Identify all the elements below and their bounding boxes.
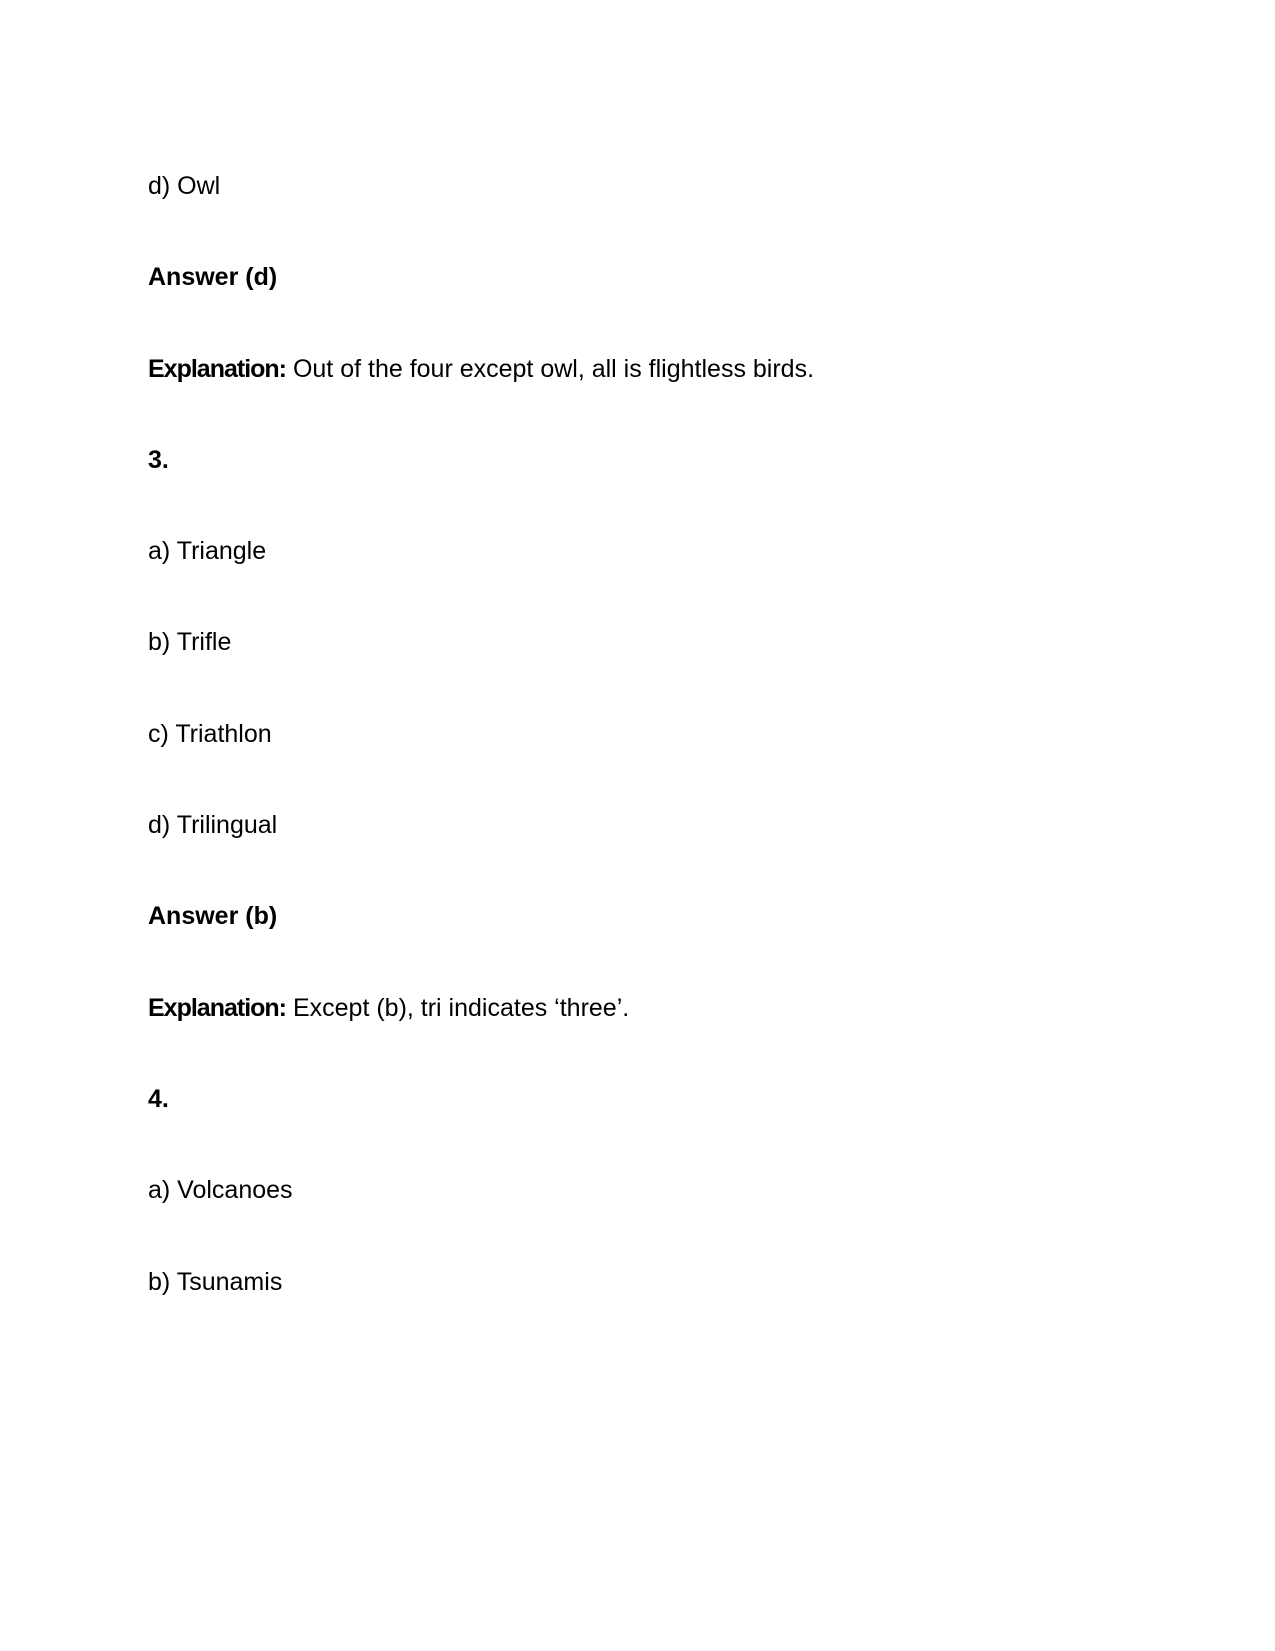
question-number-3: 3.: [148, 445, 169, 474]
option-d-trilingual: d) Trilingual: [148, 811, 278, 840]
explanation-q2: [148, 324, 1155, 415]
option-b-trifle: b) Trifle: [148, 628, 232, 657]
question-number-4: 4.: [148, 1084, 169, 1113]
answer-q2: Answer (d): [148, 263, 278, 292]
explanation-text: Out of the four except owl, all is flightless birds.: [286, 354, 815, 383]
explanation-label: Explanation:: [148, 993, 287, 1022]
option-a-volcanoes: a) Volcanoes: [148, 1176, 293, 1205]
answer-q3: Answer (b): [148, 902, 278, 931]
option-d-owl: d) Owl: [148, 172, 221, 200]
option-c-triathlon: c) Triathlon: [148, 719, 272, 748]
explanation-q3: [148, 963, 1155, 1054]
option-b-tsunamis: b) Tsunamis: [148, 1267, 283, 1296]
explanation-label: Explanation:: [148, 354, 287, 383]
option-a-triangle: a) Triangle: [148, 537, 267, 566]
explanation-text: Except (b), tri indicates ‘three’.: [286, 993, 630, 1022]
